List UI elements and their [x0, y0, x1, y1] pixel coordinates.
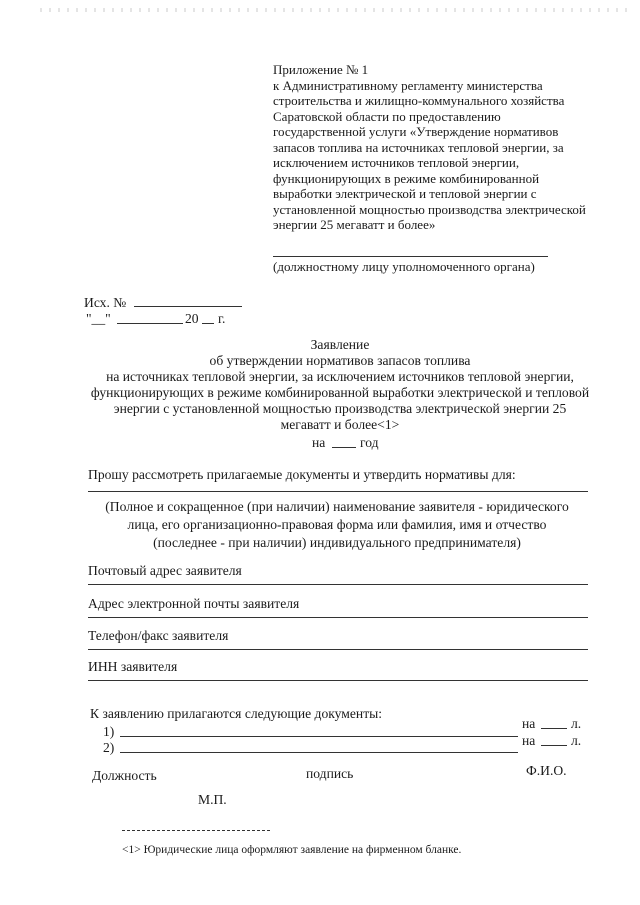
attachments-intro: К заявлению прилагаются следующие документы:	[90, 706, 383, 721]
scan-artifact	[40, 8, 630, 12]
statement-line: мегаватт и более<1>	[280, 417, 400, 432]
footnote-text: <1> Юридические лица оформляют заявление на фирменном бланке.	[122, 844, 462, 856]
stamp-label: М.П.	[198, 792, 227, 807]
attachment-number: 2)	[103, 740, 115, 755]
postal-address-line[interactable]	[88, 584, 588, 585]
applicant-hint	[105, 498, 569, 552]
year-line-suffix: год	[360, 435, 379, 450]
signature-label: подпись	[306, 766, 354, 781]
attachment-1-line[interactable]	[120, 736, 518, 737]
attachment-sheets: л.	[571, 716, 582, 731]
statement-heading	[91, 337, 589, 433]
outgoing-year-suffix: г.	[218, 311, 226, 326]
attachment-2-line[interactable]	[120, 752, 518, 753]
recipient-line[interactable]	[273, 256, 548, 257]
attachment-1-sheets-line[interactable]	[541, 728, 567, 729]
annex-line: выработки электрической и тепловой энергии с	[273, 186, 537, 201]
year-line-blank[interactable]	[332, 447, 356, 448]
email-label: Адрес электронной почты заявителя	[88, 596, 300, 611]
email-line[interactable]	[88, 617, 588, 618]
request-text: Прошу рассмотреть прилагаемые документы и утвердить нормативы для:	[88, 467, 516, 482]
annex-line: запасов топлива на источниках тепловой энергии, за	[273, 139, 564, 155]
attachment-2-sheets-line[interactable]	[541, 745, 567, 746]
statement-line: функционирующих в режиме комбинированной выработки электрической и тепловой	[90, 385, 590, 400]
applicant-hint-line: лица, его организационно-правовая форма или фамилия, имя и отчество	[127, 517, 547, 532]
annex-line: государственной услуги «Утверждение нормативов	[273, 124, 559, 139]
attachment-on: на	[522, 733, 536, 748]
footnote-separator	[122, 830, 270, 831]
inn-label: ИНН заявителя	[88, 659, 178, 674]
annex-line: Саратовской области по предоставлению	[273, 108, 501, 124]
applicant-hint-line: (последнее - при наличии) индивидуального предпринимателя)	[153, 535, 521, 550]
annex-line: энергии 25 мегаватт и более»	[273, 217, 436, 232]
annex-block	[273, 62, 586, 233]
attachment-on: на	[522, 716, 536, 731]
outgoing-year-prefix: 20	[185, 311, 199, 326]
phone-label: Телефон/факс заявителя	[88, 628, 229, 643]
year-line-prefix: на	[312, 435, 326, 450]
phone-line[interactable]	[88, 649, 588, 650]
outgoing-date-day: "__"	[86, 311, 111, 326]
fio-label: Ф.И.О.	[526, 763, 567, 778]
statement-line: энергии с установленной мощностью производства электрической энергии 25	[113, 401, 567, 416]
outgoing-number-line[interactable]	[134, 306, 242, 307]
outgoing-date-month-line[interactable]	[117, 323, 183, 324]
statement-title: Заявление	[310, 337, 370, 352]
annex-title: Приложение № 1	[273, 62, 369, 77]
applicant-hint-line: (Полное и сокращенное (при наличии) наименование заявителя - юридического	[105, 499, 569, 514]
annex-line: к Административному регламенту министерства	[273, 77, 543, 93]
annex-line: функционирующих в режиме комбинированной	[273, 170, 540, 186]
annex-line: строительства и жилищно-коммунального хозяйства	[273, 93, 565, 108]
outgoing-number-label: Исх. №	[84, 295, 127, 310]
statement-line: на источниках тепловой энергии, за исключением источников тепловой энергии,	[106, 369, 574, 384]
annex-line: исключением источников тепловой энергии,	[273, 155, 520, 170]
applicant-name-line[interactable]	[88, 491, 588, 492]
inn-line[interactable]	[88, 680, 588, 681]
postal-address-label: Почтовый адрес заявителя	[88, 563, 242, 578]
statement-line: об утверждении нормативов запасов топлива	[209, 353, 471, 368]
attachment-sheets: л.	[571, 733, 582, 748]
outgoing-year-line[interactable]	[202, 323, 214, 324]
attachment-number: 1)	[103, 724, 115, 739]
recipient-caption: (должностному лицу уполномоченного органа)	[273, 259, 535, 274]
annex-line: установленной мощностью производства электрической	[273, 201, 586, 217]
position-label: Должность	[92, 768, 157, 783]
